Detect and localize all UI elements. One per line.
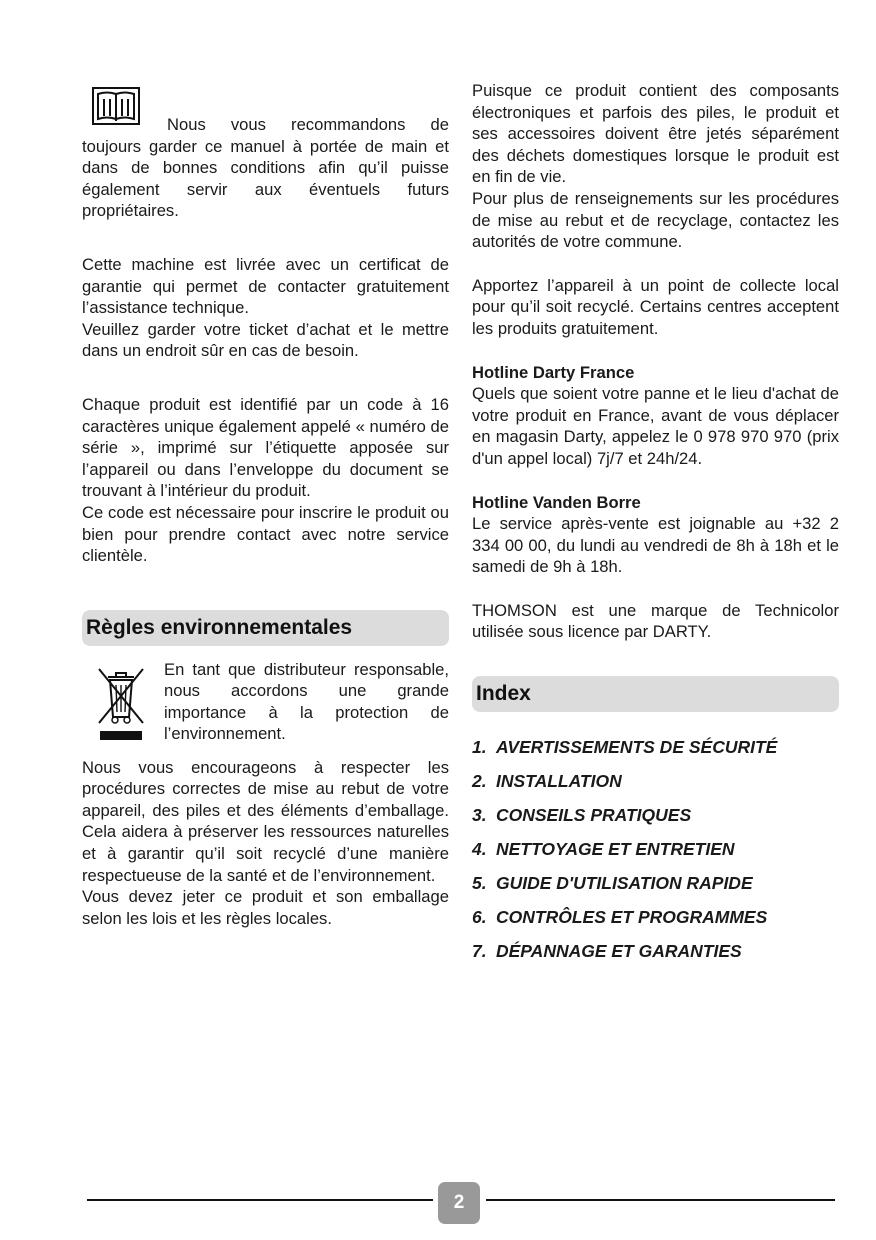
disposal-paragraph-1: Puisque ce produit contient des composants électroniques et parfois des piles, le produit et ses accessoires doivent être jetés séparément des déchets domestiques lorsque le produit est en fin de vie. bbox=[472, 81, 839, 187]
environment-intro: En tant que distributeur responsable, nous accordons une grande importance à la protection de l’environnement. bbox=[164, 659, 449, 744]
manual-notice bbox=[82, 80, 449, 222]
open-book-icon bbox=[91, 86, 141, 126]
brand-notice: THOMSON est une marque de Technicolor utilisée sous licence par DARTY. bbox=[472, 600, 839, 642]
index-heading: Index bbox=[472, 676, 839, 712]
footer-rule-left bbox=[87, 1199, 433, 1201]
darty-hotline-title: Hotline Darty France bbox=[472, 362, 635, 382]
index-item[interactable]: 1. AVERTISSEMENTS DE SÉCURITÉ bbox=[472, 737, 778, 758]
index-item[interactable]: 3. CONSEILS PRATIQUES bbox=[472, 805, 692, 826]
page-number: 2 bbox=[438, 1182, 480, 1224]
index-item[interactable]: 2. INSTALLATION bbox=[472, 771, 622, 792]
index-item[interactable]: 5. GUIDE D'UTILISATION RAPIDE bbox=[472, 873, 753, 894]
serial-paragraph-1: Chaque produit est identifié par un code à 16 caractères unique également appelé « numéro de série », imprimé sur l’étiquette apposée sur l’appareil ou dans l’enveloppe du document se trouvant à l’intérieur du produit. bbox=[82, 394, 449, 501]
index-list bbox=[472, 730, 839, 968]
index-item[interactable]: 7. DÉPANNAGE ET GARANTIES bbox=[472, 941, 742, 962]
darty-hotline-text: Quels que soient votre panne et le lieu d'achat de votre produit en France, avant de vous déplacer en magasin Darty, appelez le 0 978 970 970 (prix d'un appel local) 7j/7 et 24h/24. bbox=[472, 384, 839, 468]
environment-intro-block bbox=[82, 659, 449, 747]
intro-paragraph: Nous vous recommandons de toujours garder ce manuel à portée de main et dans de bonnes conditions afin qu’il puisse également servir aux éventuels futurs propriétaires. bbox=[82, 115, 449, 221]
crossed-out-bin-icon bbox=[96, 665, 146, 741]
footer-rule-right bbox=[486, 1199, 835, 1201]
warranty-paragraph-2: Veuillez garder votre ticket d’achat et le mettre dans un endroit sûr en cas de besoin. bbox=[82, 319, 449, 361]
index-item[interactable]: 6. CONTRÔLES ET PROGRAMMES bbox=[472, 907, 768, 928]
environment-heading: Règles environnementales bbox=[82, 610, 449, 646]
environment-paragraph-2: Vous devez jeter ce produit et son emballage selon les lois et les règles locales. bbox=[82, 887, 449, 928]
environment-paragraph-1: Nous vous encourageons à respecter les procédures correctes de mise au rebut de votre appareil, des piles et des éléments d’emballage. Cela aidera à préserver les ressources naturelles et à garantir qu’il soit recyclé d’une manière respectueuse de la santé et de l’environnement. bbox=[82, 757, 449, 885]
vanden-borre-hotline-text: Le service après-vente est joignable au +32 2 334 00 00, du lundi au vendredi de 8h à 18h et le samedi de 9h à 18h. bbox=[472, 514, 839, 577]
serial-paragraph-2: Ce code est nécessaire pour inscrire le produit ou bien pour prendre contact avec notre service clientèle. bbox=[82, 502, 449, 566]
warranty-paragraph-1: Cette machine est livrée avec un certificat de garantie qui permet de contacter gratuitement l’assistance technique. bbox=[82, 254, 449, 318]
index-item[interactable]: 4. NETTOYAGE ET ENTRETIEN bbox=[472, 839, 735, 860]
right-column bbox=[472, 80, 839, 968]
collection-paragraph: Apportez l’appareil à un point de collecte local pour qu’il soit recyclé. Certains centres acceptent les produits gratuitement. bbox=[472, 275, 839, 338]
left-column bbox=[82, 80, 449, 929]
vanden-borre-hotline-title: Hotline Vanden Borre bbox=[472, 492, 641, 512]
disposal-paragraph-2: Pour plus de renseignements sur les procédures de mise au rebut et de recyclage, contactez les autorités de votre commune. bbox=[472, 188, 839, 252]
